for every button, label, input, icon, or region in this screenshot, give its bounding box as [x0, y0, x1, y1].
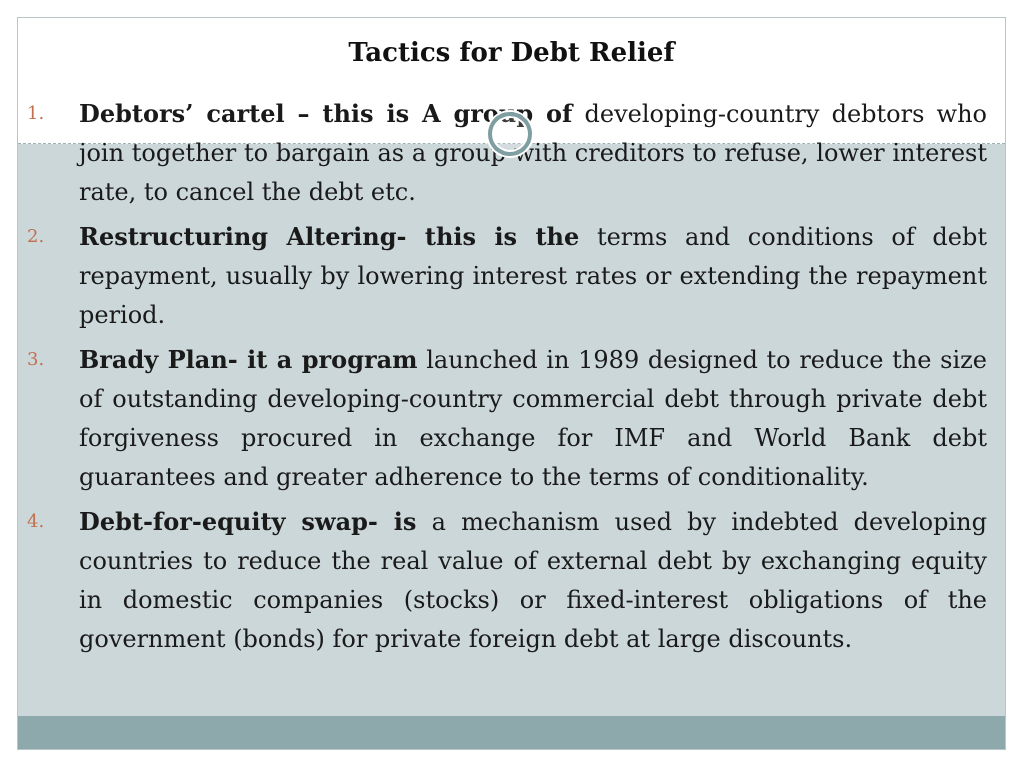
decorative-circle-ornament — [488, 112, 532, 156]
list-item — [27, 217, 987, 335]
list-item-text: terms and conditions of debt repayment, usually by lowering interest rates or extending the repayment period. — [79, 223, 987, 329]
list-item-number: 2. — [27, 226, 45, 247]
list-item — [27, 502, 987, 659]
list-item-number: 4. — [27, 511, 45, 532]
list-item-term: Debt-for-equity swap- is — [79, 507, 417, 536]
list-item — [27, 340, 987, 497]
list-item-text: developing-country debtors who join together to bargain as a group with creditors to refuse, lower interest rate, to cancel the debt etc. — [79, 100, 987, 206]
list-item-text: a mechanism used by indebted developing countries to reduce the real value of external debt by exchanging equity in domestic companies (stocks) or fixed-interest obligations of the government (bonds) for private foreign debt at large discounts. — [79, 508, 987, 653]
list-item-term: Brady Plan- it a program — [79, 345, 418, 374]
list-item — [27, 94, 987, 212]
slide — [17, 17, 1006, 750]
list-item-term: Debtors’ cartel – this is A group of — [79, 99, 573, 128]
slide-title: Tactics for Debt Relief — [348, 38, 675, 68]
slide-footer-band — [18, 716, 1005, 750]
list-item-number: 3. — [27, 349, 45, 370]
tactics-list — [18, 94, 1005, 664]
list-item-term: Restructuring Altering- this is the — [79, 222, 580, 251]
list-item-text: launched in 1989 designed to reduce the size of outstanding developing-country commercial debt through private debt forgiveness procured in exchange for IMF and World Bank debt guarantees and greater adherence to the terms of conditionality. — [79, 346, 987, 491]
list-item-number: 1. — [27, 103, 45, 124]
